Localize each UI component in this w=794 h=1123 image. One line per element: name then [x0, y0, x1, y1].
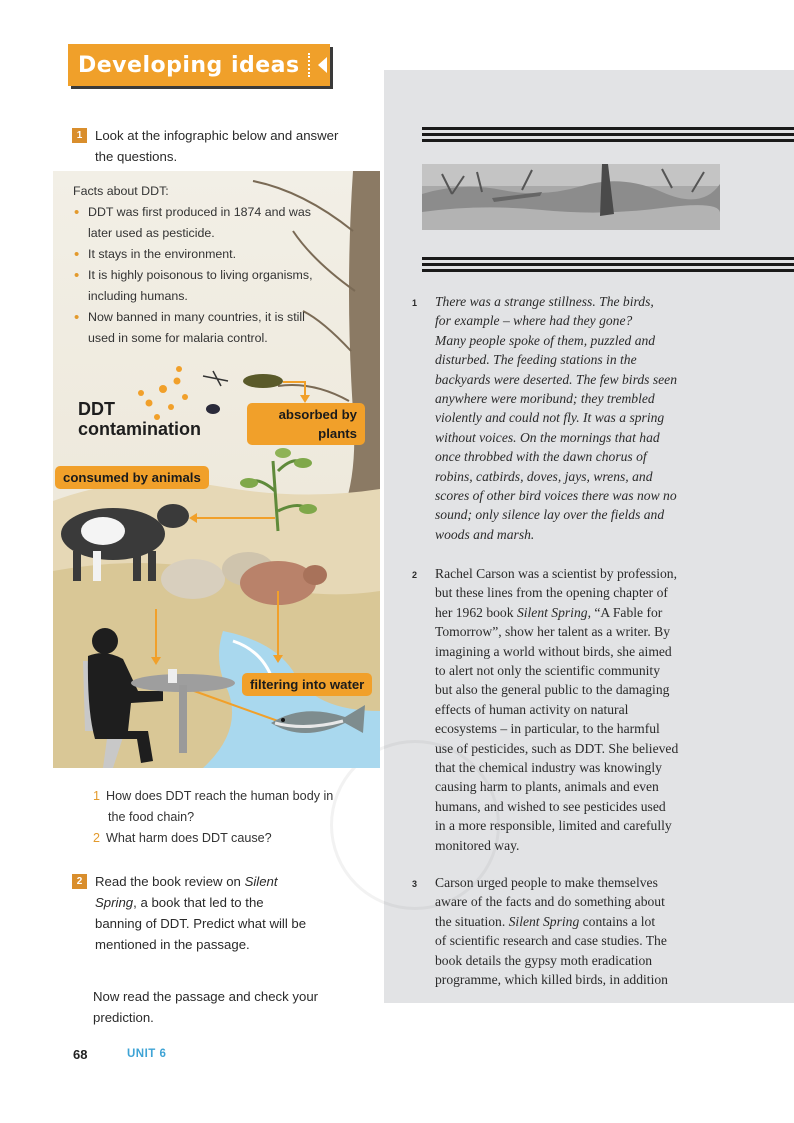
- page-number: 68: [73, 1047, 88, 1062]
- activity-2: [72, 871, 372, 955]
- absorbed-by-plants-tag: absorbed by plants: [247, 403, 365, 445]
- instruction-line: mentioned in the passage.: [95, 937, 250, 952]
- passage-line: effects of human activity on natural: [435, 701, 629, 717]
- instruction-line: Read the book review on Silent: [95, 874, 278, 889]
- dead-trees-photo: [422, 164, 720, 230]
- passage-line: scores of other bird voices there was now no: [435, 488, 677, 504]
- activity-1: [72, 125, 372, 167]
- passage-line: the situation. Silent Spring contains a lot: [435, 913, 656, 929]
- passage-line: ecosystems – in particular, to the harmful: [435, 721, 660, 737]
- passage-line: to alert not only the scientific community: [435, 663, 661, 679]
- passage-line: aware of the facts and do something about: [435, 894, 665, 910]
- instruction-line: Spring, a book that led to the: [95, 895, 264, 910]
- passage-line: humans, and wished to see pesticides used: [435, 798, 666, 814]
- top-rule: [422, 127, 794, 145]
- passage-line: There was a strange stillness. The birds,: [435, 294, 654, 309]
- passage-line: woods and marsh.: [435, 526, 535, 542]
- activity-number-badge: 2: [72, 874, 87, 889]
- caret-left-icon: [318, 57, 327, 73]
- bottom-rule: [422, 257, 794, 275]
- passage-line: but also the general public to the damaging: [435, 682, 670, 698]
- passage-line: imagining a world without birds, she aimed: [435, 643, 672, 659]
- passage-line: backyards were deserted. The few birds seen: [435, 371, 677, 387]
- passage-line: Rachel Carson was a scientist by profession,: [435, 566, 677, 581]
- question-item: 2 What harm does DDT cause?: [93, 831, 272, 845]
- facts-box: [73, 181, 343, 349]
- passage-line: but these lines from the opening chapter of: [435, 585, 668, 601]
- question-item-continued: the food chain?: [108, 810, 195, 824]
- ddt-infographic: [53, 171, 380, 768]
- facts-title: Facts about DDT:: [73, 184, 169, 198]
- passage-line: her 1962 book Silent Spring, “A Fable for: [435, 604, 663, 620]
- passage-paragraph-1: [412, 292, 712, 544]
- passage-line: sound; only silence lay over the fields and: [435, 507, 665, 523]
- passage-line: anywhere were moribund; they trembled: [435, 391, 655, 407]
- passage-line: robins, catbirds, doves, jays, wrens, and: [435, 468, 653, 484]
- fact-item: • It stays in the environment.: [73, 244, 343, 265]
- paragraph-number: 2: [412, 570, 418, 580]
- passage-line: without voices. On the mornings that had: [435, 429, 660, 445]
- passage-line: for example – where had they gone?: [435, 313, 633, 329]
- banner-divider: [308, 53, 310, 77]
- passage-line: Carson urged people to make themselves: [435, 875, 658, 890]
- passage-line: book details the gypsy moth eradication: [435, 952, 653, 968]
- ddt-contamination-label: DDT contamination: [78, 399, 202, 439]
- passage-line: that the chemical industry was knowingly: [435, 760, 662, 776]
- passage-line: violently and could not fly. It was a spring: [435, 410, 665, 426]
- instruction-line: Look at the infographic below and answer: [95, 128, 339, 143]
- consumed-by-animals-tag: consumed by animals: [55, 466, 209, 489]
- filtering-into-water-tag: filtering into water: [242, 673, 372, 696]
- instruction-line: banning of DDT. Predict what will be: [95, 916, 307, 931]
- passage-line: use of pesticides, such as DDT. She believed: [435, 740, 679, 756]
- unit-label: UNIT 6: [127, 1048, 167, 1060]
- question-item: 1 How does DDT reach the human body in: [93, 789, 334, 803]
- passage-line: Many people spoke of them, puzzled and: [435, 332, 656, 348]
- section-title: Developing ideas: [78, 52, 300, 78]
- now-read-instruction: Now read the passage and check your prediction.: [93, 989, 319, 1025]
- paragraph-number: 1: [412, 298, 418, 308]
- passage-line: once throbbed with the dawn chorus of: [435, 449, 647, 465]
- infographic-questions: [93, 786, 373, 849]
- fact-item: • Now banned in many countries, it is still used in some for malaria control.: [73, 307, 343, 349]
- passage-line: Tomorrow”, show her talent as a writer. By: [435, 624, 670, 640]
- passage-line: programme, which killed birds, in addition: [435, 972, 668, 988]
- fact-item: • DDT was first produced in 1874 and was later used as pesticide.: [73, 202, 343, 244]
- passage-line: monitored way.: [435, 837, 520, 853]
- passage-line: causing harm to plants, animals and even: [435, 779, 659, 795]
- passage-line: in a more responsible, limited and carefully: [435, 818, 672, 834]
- passage-line: disturbed. The feeding stations in the: [435, 352, 637, 368]
- instruction-line: the questions.: [95, 149, 178, 164]
- section-banner: [68, 44, 330, 86]
- passage-line: of scientific research and case studies. The: [435, 933, 667, 949]
- paragraph-number: 3: [412, 879, 418, 889]
- activity-number-badge: 1: [72, 128, 87, 143]
- fact-item: • It is highly poisonous to living organisms, including humans.: [73, 265, 343, 307]
